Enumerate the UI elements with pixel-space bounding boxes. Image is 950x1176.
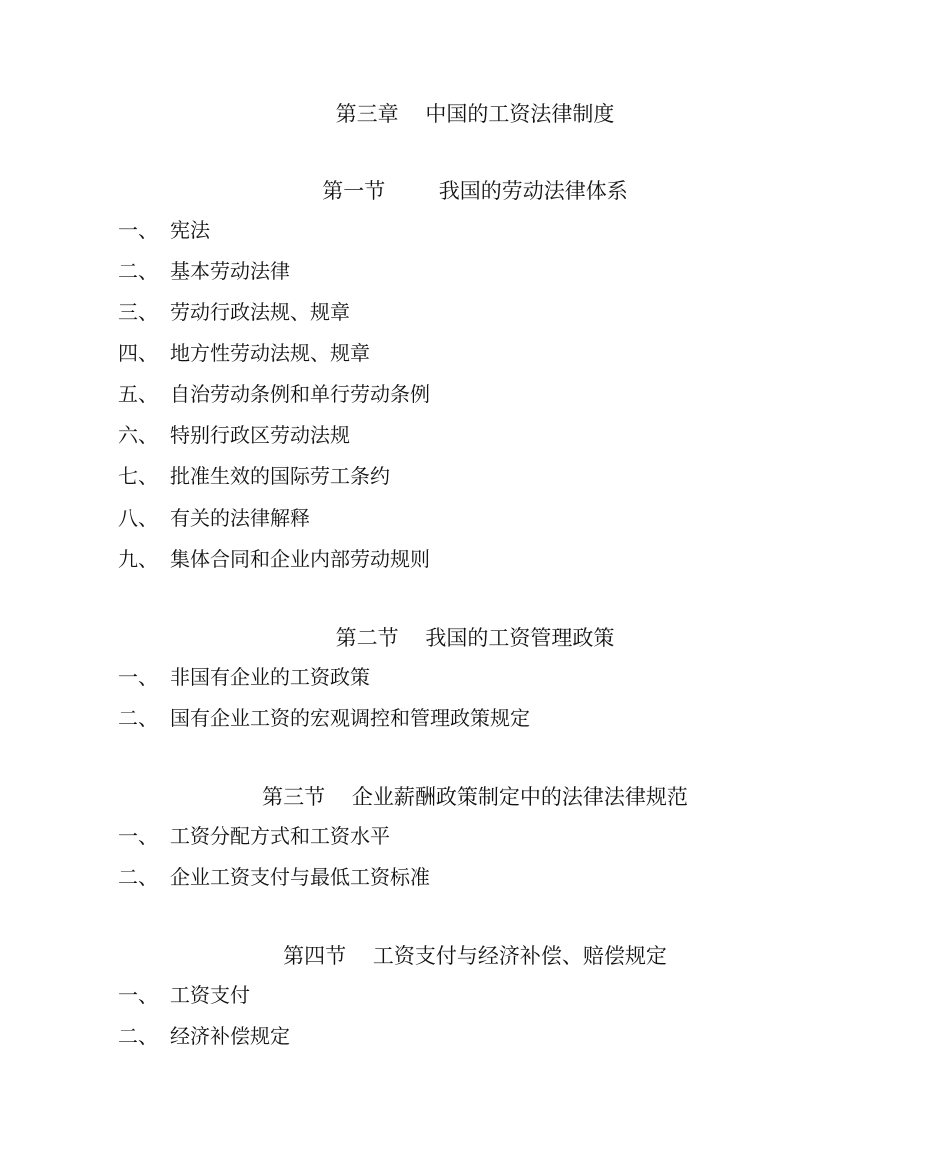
item-text: 特别行政区劳动法规 [170,423,350,447]
section-title-2: 第二节 我国的工资管理政策 [335,626,615,650]
list-item [118,380,430,408]
item-text: 宪法 [170,218,210,242]
item-number: 一、 [118,218,158,242]
item-text: 工资分配方式和工资水平 [170,824,390,848]
item-number: 二、 [118,1024,158,1048]
section-title-3: 第三节 企业薪酬政策制定中的法律法律规范 [262,785,688,809]
list-item [118,257,290,285]
item-number: 三、 [118,300,158,324]
list-item [118,704,530,732]
item-text: 非国有企业的工资政策 [170,665,370,689]
item-number: 一、 [118,665,158,689]
section-title-1: 第一节 我国的劳动法律体系 [322,179,628,203]
item-number: 四、 [118,341,158,365]
list-item [118,663,370,691]
item-number: 八、 [118,506,158,530]
item-number: 五、 [118,382,158,406]
list-item [118,504,310,532]
item-text: 有关的法律解释 [170,506,310,530]
item-text: 地方性劳动法规、规章 [170,341,370,365]
item-number: 一、 [118,983,158,1007]
list-item [118,1022,290,1050]
item-text: 集体合同和企业内部劳动规则 [170,547,430,571]
list-item [118,462,390,490]
item-text: 自治劳动条例和单行劳动条例 [170,382,430,406]
item-text: 经济补偿规定 [170,1024,290,1048]
section-title-4: 第四节 工资支付与经济补偿、赔偿规定 [283,944,667,968]
item-number: 二、 [118,706,158,730]
item-number: 二、 [118,865,158,889]
list-item [118,981,250,1009]
list-item [118,339,370,367]
list-item [118,863,430,891]
list-item [118,216,210,244]
item-text: 工资支付 [170,983,250,1007]
item-number: 七、 [118,464,158,488]
list-item [118,298,350,326]
list-item [118,545,430,573]
item-number: 二、 [118,259,158,283]
item-number: 九、 [118,547,158,571]
list-item [118,822,390,850]
list-item [118,421,350,449]
chapter-title: 第三章 中国的工资法律制度 [335,102,615,126]
item-text: 企业工资支付与最低工资标准 [170,865,430,889]
item-text: 基本劳动法律 [170,259,290,283]
item-text: 批准生效的国际劳工条约 [170,464,390,488]
item-number: 一、 [118,824,158,848]
item-number: 六、 [118,423,158,447]
item-text: 劳动行政法规、规章 [170,300,350,324]
item-text: 国有企业工资的宏观调控和管理政策规定 [170,706,530,730]
